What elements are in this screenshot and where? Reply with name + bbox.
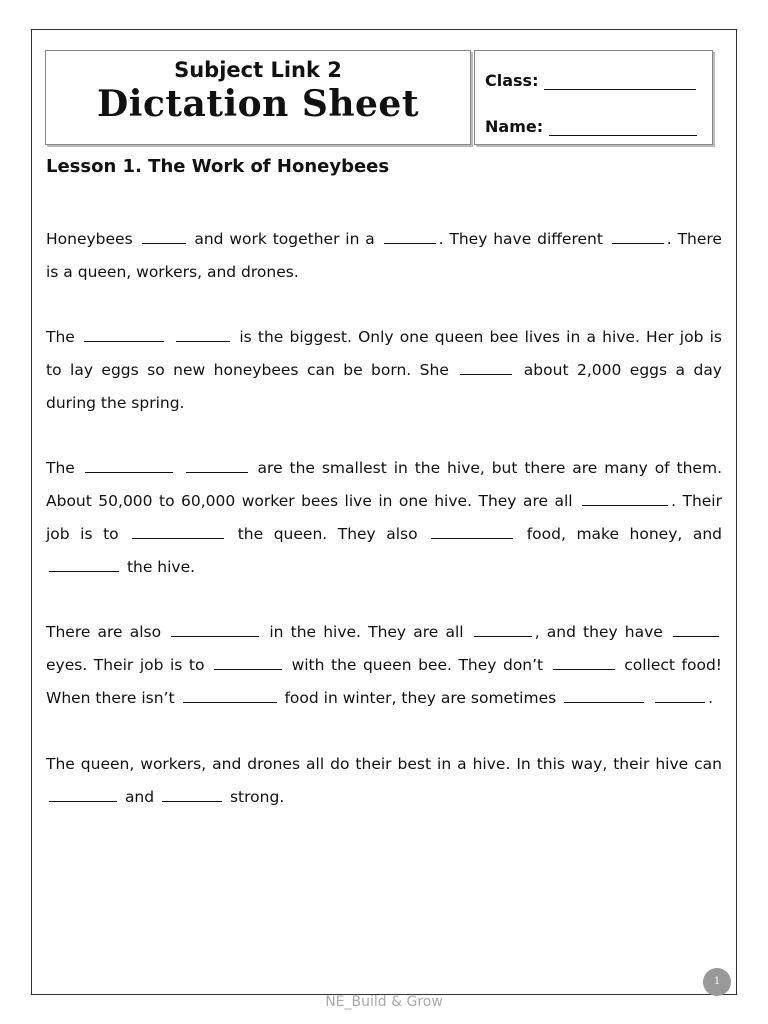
info-box (474, 50, 713, 145)
name-label: Name: (485, 117, 544, 136)
paragraph-2 (46, 321, 722, 420)
page-number-badge: 1 (703, 968, 731, 996)
blank[interactable] (474, 621, 532, 638)
blank[interactable] (431, 523, 513, 540)
footer-brand: NE_Build & Grow (325, 994, 443, 1010)
name-field[interactable] (549, 117, 697, 136)
blank[interactable] (553, 654, 615, 671)
text: The queen, workers, and drones all do their best in a hive. In this way, their hive can (46, 755, 722, 773)
text: There are also (46, 623, 162, 641)
blank[interactable] (162, 786, 222, 803)
text: Honeybees (46, 230, 133, 248)
blank[interactable] (673, 621, 719, 638)
page-title: Dictation Sheet (97, 83, 419, 125)
blank[interactable] (655, 687, 705, 704)
blank[interactable] (49, 786, 117, 803)
text: . There is a queen, workers, and drones. (46, 230, 722, 281)
subject-label: Subject Link 2 (174, 58, 342, 82)
class-field[interactable] (544, 71, 696, 90)
text: eyes. Their job is to (46, 656, 205, 674)
blank[interactable] (612, 228, 664, 245)
name-row (485, 117, 697, 136)
text: in the hive. They are all (269, 623, 464, 641)
paragraph-5 (46, 748, 722, 814)
text: food in winter, they are sometimes (284, 689, 557, 707)
class-label: Class: (485, 71, 539, 90)
text: collect food! When there isn’t (46, 656, 722, 707)
blank[interactable] (214, 654, 282, 671)
blank[interactable] (176, 326, 230, 343)
text: . Their job is to (46, 492, 722, 543)
text: . (708, 689, 713, 707)
class-row (485, 71, 696, 90)
text: The (46, 328, 75, 346)
paragraph-3 (46, 452, 722, 584)
blank[interactable] (85, 457, 173, 474)
text: and work together in a (194, 230, 375, 248)
text: with the queen bee. They don’t (291, 656, 544, 674)
text: the queen. They also (237, 525, 418, 543)
text: about 2,000 eggs a day during the spring. (46, 361, 722, 412)
blank[interactable] (142, 228, 186, 245)
blank[interactable] (183, 687, 277, 704)
blank[interactable] (460, 359, 512, 376)
title-box (45, 50, 471, 145)
blank[interactable] (132, 523, 224, 540)
blank[interactable] (84, 326, 164, 343)
text: is the biggest. Only one queen bee lives in a hive. Her job is to lay eggs so new honeybees can be born. She (46, 328, 722, 379)
text: are the smallest in the hive, but there are many of them. About 50,000 to 60,000 worker bees live in one hive. They are all (46, 459, 722, 510)
blank[interactable] (49, 556, 119, 573)
blank[interactable] (384, 228, 436, 245)
text: strong. (229, 788, 285, 806)
lesson-title: Lesson 1. The Work of Honeybees (46, 156, 390, 177)
text: The (46, 459, 75, 477)
text: . They have different (438, 230, 603, 248)
text: and (124, 788, 155, 806)
paragraph-1 (46, 223, 722, 289)
text: the hive. (126, 558, 196, 576)
paragraph-4 (46, 616, 722, 715)
blank[interactable] (171, 621, 259, 638)
blank[interactable] (582, 490, 668, 507)
text: , and they have (534, 623, 663, 641)
blank[interactable] (564, 687, 644, 704)
blank[interactable] (186, 457, 248, 474)
text: food, make honey, and (526, 525, 722, 543)
